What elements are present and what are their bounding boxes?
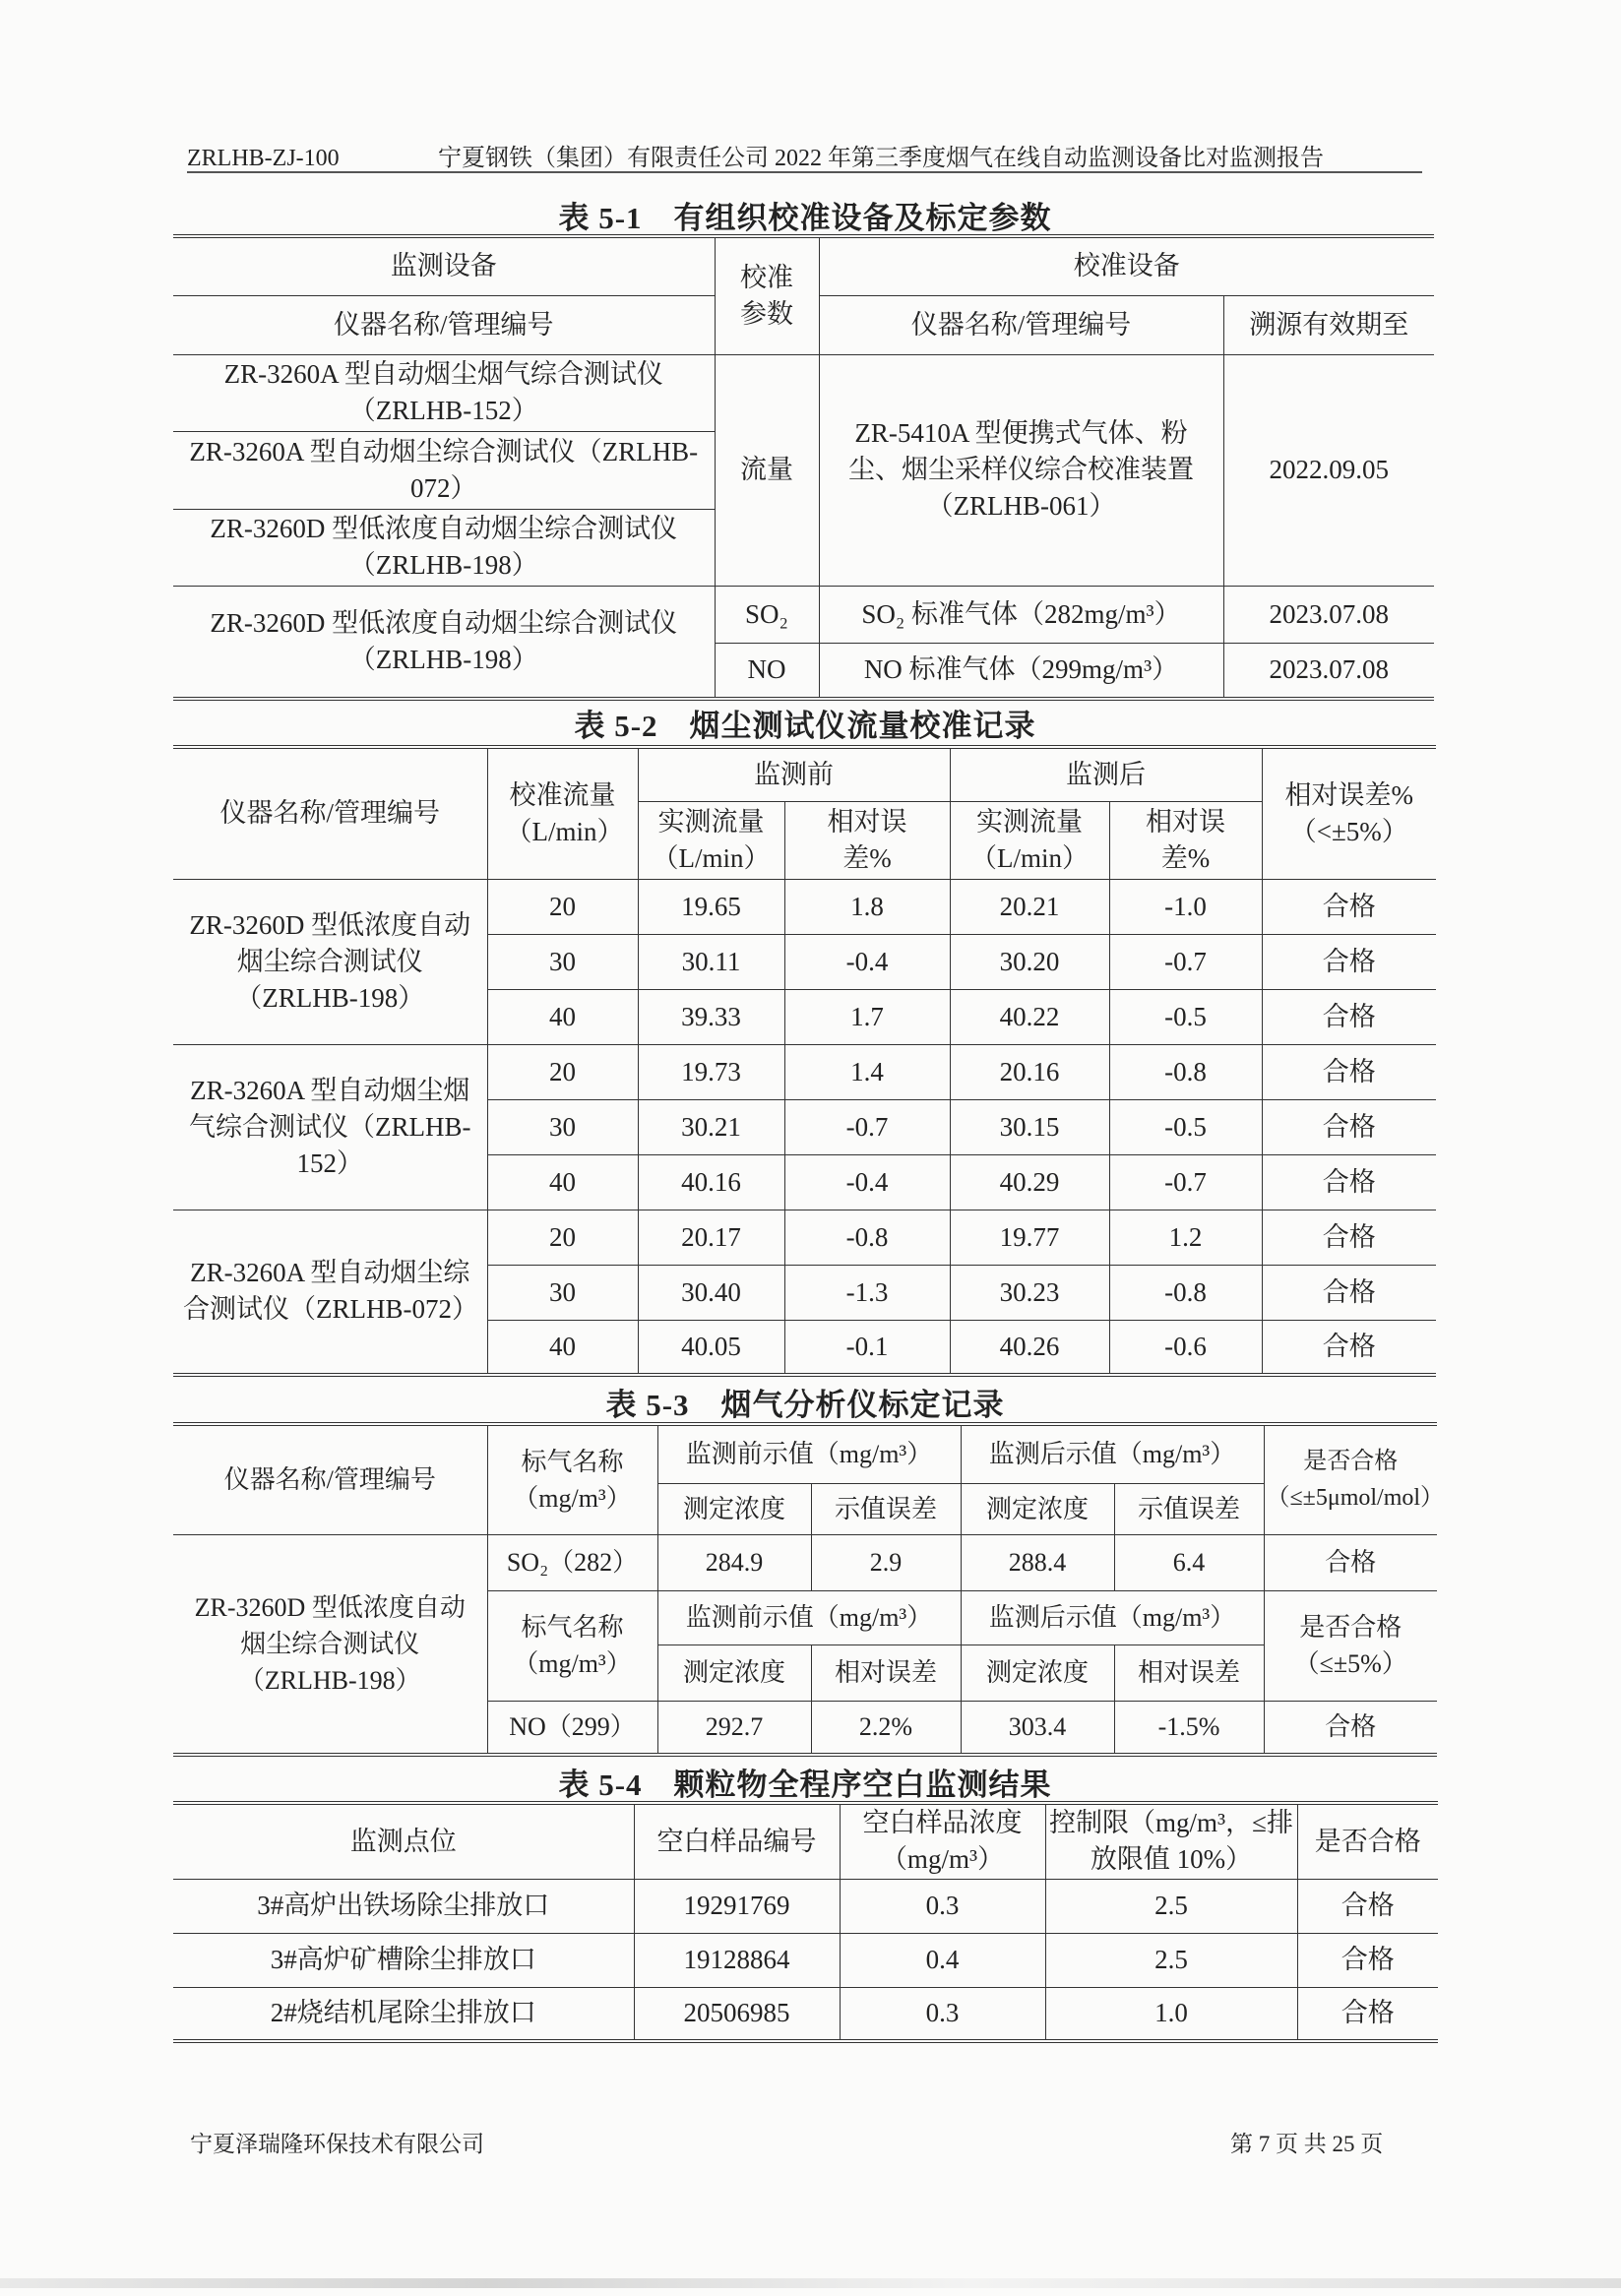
cell: SO₂ 标准气体（282mg/m³） [819, 586, 1223, 643]
header-cell: 测定浓度 [657, 1483, 811, 1534]
cell: ZR-3260D 型低浓度自动烟尘综合测试仪（ZRLHB-198） [173, 586, 715, 699]
table-row [173, 1933, 1438, 1987]
cell: 合格 [1262, 1099, 1436, 1154]
cell: -0.1 [784, 1320, 950, 1375]
cell: 流量 [715, 354, 819, 586]
header-cell: 相对误差 [1114, 1644, 1264, 1701]
cell: 2.5 [1045, 1933, 1297, 1987]
cell: 1.4 [784, 1044, 950, 1099]
header-cell: 仪器名称/管理编号 [173, 295, 715, 354]
header-cell: 校准参数 [715, 236, 819, 354]
cell: 3#高炉出铁场除尘排放口 [173, 1879, 634, 1933]
header-cell: 标气名称（mg/m³） [487, 1590, 657, 1701]
header-cell: 监测前示值（mg/m³） [657, 1590, 961, 1644]
table-row [173, 1879, 1438, 1933]
cell: 30.15 [950, 1099, 1109, 1154]
cell: 合格 [1262, 934, 1436, 989]
cell: 2023.07.08 [1223, 643, 1434, 699]
cell: 292.7 [657, 1701, 811, 1755]
header-divider [187, 171, 1422, 173]
header-cell: 溯源有效期至 [1223, 295, 1434, 354]
cell: 20.16 [950, 1044, 1109, 1099]
footer-page-number: 第 7 页 共 25 页 [1230, 2132, 1384, 2156]
cell: ZR-5410A 型便携式气体、粉尘、烟尘采样仪综合校准装置（ZRLHB-061） [819, 354, 1223, 586]
table-5-1-title: 表 5-1 有组织校准设备及标定参数 [558, 201, 1052, 235]
report-code: ZRLHB-ZJ-100 [187, 146, 340, 171]
header-cell: 仪器名称/管理编号 [173, 1424, 487, 1534]
header-cell: 仪器名称/管理编号 [173, 747, 487, 879]
header-cell: 相对误差% [784, 801, 950, 879]
cell: 40.16 [638, 1154, 784, 1210]
table-5-4-title: 表 5-4 颗粒物全程序空白监测结果 [558, 1768, 1052, 1802]
cell: ZR-3260A 型自动烟尘烟气综合测试仪（ZRLHB-152） [173, 354, 715, 431]
cell: ZR-3260D 型低浓度自动烟尘综合测试仪（ZRLHB-198） [173, 509, 715, 586]
table-row [173, 1987, 1438, 2041]
scan-artifact [0, 2278, 1621, 2288]
cell: 19.77 [950, 1210, 1109, 1265]
header-cell: 相对误差% [1109, 801, 1262, 879]
header-cell: 监测设备 [173, 236, 715, 295]
cell: NO 标准气体（299mg/m³） [819, 643, 1223, 699]
header-cell: 监测前示值（mg/m³） [657, 1424, 961, 1483]
cell: 合格 [1297, 1879, 1438, 1933]
header-cell: 示值误差 [1114, 1483, 1264, 1534]
footer-company: 宁夏泽瑞隆环保技术有限公司 [190, 2132, 484, 2156]
header-cell: 仪器名称/管理编号 [819, 295, 1223, 354]
header-cell: 监测后示值（mg/m³） [961, 1590, 1264, 1644]
header-cell: 控制限（mg/m³，≤排放限值 10%） [1045, 1803, 1297, 1879]
cell: 30.21 [638, 1099, 784, 1154]
header-cell: 校准设备 [819, 236, 1434, 295]
cell: 30.40 [638, 1265, 784, 1320]
cell: 30.23 [950, 1265, 1109, 1320]
cell: NO（299） [487, 1701, 657, 1755]
cell: ZR-3260D 型低浓度自动烟尘综合测试仪（ZRLHB-198） [173, 1534, 487, 1755]
header-cell: 空白样品编号 [634, 1803, 840, 1879]
cell: 39.33 [638, 989, 784, 1044]
cell: -0.7 [784, 1099, 950, 1154]
cell: 合格 [1264, 1534, 1437, 1590]
header-cell: 是否合格（≤±5μmol/mol） [1264, 1424, 1437, 1534]
cell: 合格 [1262, 879, 1436, 934]
cell: 合格 [1264, 1701, 1437, 1755]
cell: -0.8 [1109, 1265, 1262, 1320]
cell: 合格 [1262, 1265, 1436, 1320]
table-5-1 [173, 234, 1434, 701]
cell: 30.20 [950, 934, 1109, 989]
instrument-cell: ZR-3260D 型低浓度自动烟尘综合测试仪（ZRLHB-198） [173, 879, 487, 1044]
cell: -1.0 [1109, 879, 1262, 934]
header-cell: 实测流量（L/min） [950, 801, 1109, 879]
cell: 2.2% [811, 1701, 961, 1755]
cell: 30.11 [638, 934, 784, 989]
instrument-cell: ZR-3260A 型自动烟尘综合测试仪（ZRLHB-072） [173, 1210, 487, 1375]
header-cell: 示值误差 [811, 1483, 961, 1534]
table-row [173, 1210, 1436, 1265]
cell: 2023.07.08 [1223, 586, 1434, 643]
table-row [173, 1044, 1436, 1099]
cell: 合格 [1297, 1933, 1438, 1987]
cell: 20 [487, 1210, 638, 1265]
cell: 0.3 [840, 1879, 1045, 1933]
table-5-3 [173, 1422, 1445, 1757]
cell: SO₂（282） [487, 1534, 657, 1590]
cell: 40.29 [950, 1154, 1109, 1210]
cell: 2022.09.05 [1223, 354, 1434, 586]
cell: -0.6 [1109, 1320, 1262, 1375]
table-row [173, 879, 1436, 934]
header-cell: 空白样品浓度（mg/m³） [840, 1803, 1045, 1879]
table-5-4 [173, 1801, 1438, 2043]
table-5-2-title: 表 5-2 烟尘测试仪流量校准记录 [574, 709, 1036, 743]
cell: 19291769 [634, 1879, 840, 1933]
cell: ZR-3260A 型自动烟尘综合测试仪（ZRLHB-072） [173, 431, 715, 509]
cell: -0.5 [1109, 1099, 1262, 1154]
cell: -0.4 [784, 1154, 950, 1210]
cell: 40.22 [950, 989, 1109, 1044]
report-title: 宁夏钢铁（集团）有限责任公司 2022 年第三季度烟气在线自动监测设备比对监测报告 [438, 146, 1324, 171]
cell: -0.7 [1109, 934, 1262, 989]
cell: 30 [487, 1099, 638, 1154]
header-cell: 测定浓度 [961, 1483, 1114, 1534]
cell: 20506985 [634, 1987, 840, 2041]
cell: 合格 [1262, 989, 1436, 1044]
header-cell: 监测前 [638, 747, 950, 801]
cell: 合格 [1262, 1154, 1436, 1210]
header-cell: 测定浓度 [657, 1644, 811, 1701]
header-cell: 校准流量（L/min） [487, 747, 638, 879]
instrument-cell: ZR-3260A 型自动烟尘烟气综合测试仪（ZRLHB-152） [173, 1044, 487, 1210]
cell: 20 [487, 1044, 638, 1099]
cell: 40 [487, 1154, 638, 1210]
cell: NO [715, 643, 819, 699]
cell: 合格 [1262, 1320, 1436, 1375]
cell: 40.05 [638, 1320, 784, 1375]
header-cell: 是否合格（≤±5%） [1264, 1590, 1437, 1701]
header-cell: 实测流量（L/min） [638, 801, 784, 879]
cell: -0.7 [1109, 1154, 1262, 1210]
cell: 19.65 [638, 879, 784, 934]
cell: 40 [487, 989, 638, 1044]
cell: 合格 [1262, 1044, 1436, 1099]
header-cell: 是否合格 [1297, 1803, 1438, 1879]
header-cell: 监测后 [950, 747, 1262, 801]
cell: 2.5 [1045, 1879, 1297, 1933]
cell: 30 [487, 934, 638, 989]
cell: 288.4 [961, 1534, 1114, 1590]
cell: -1.5% [1114, 1701, 1264, 1755]
header-cell: 监测后示值（mg/m³） [961, 1424, 1264, 1483]
header-cell: 相对误差 [811, 1644, 961, 1701]
cell: -0.5 [1109, 989, 1262, 1044]
cell: 20 [487, 879, 638, 934]
header-cell: 监测点位 [173, 1803, 634, 1879]
cell: SO₂ [715, 586, 819, 643]
header-cell: 相对误差%（<±5%） [1262, 747, 1436, 879]
cell: 0.3 [840, 1987, 1045, 2041]
cell: 20.21 [950, 879, 1109, 934]
cell: 1.0 [1045, 1987, 1297, 2041]
cell: 284.9 [657, 1534, 811, 1590]
cell: 40.26 [950, 1320, 1109, 1375]
cell: -1.3 [784, 1265, 950, 1320]
cell: 19128864 [634, 1933, 840, 1987]
cell: 19.73 [638, 1044, 784, 1099]
cell: 合格 [1262, 1210, 1436, 1265]
header-cell: 标气名称（mg/m³） [487, 1424, 657, 1534]
cell: 1.2 [1109, 1210, 1262, 1265]
cell: -0.4 [784, 934, 950, 989]
table-5-3-title: 表 5-3 烟气分析仪标定记录 [605, 1388, 1005, 1422]
cell: 2#烧结机尾除尘排放口 [173, 1987, 634, 2041]
cell: 2.9 [811, 1534, 961, 1590]
cell: 6.4 [1114, 1534, 1264, 1590]
cell: 合格 [1297, 1987, 1438, 2041]
cell: 3#高炉矿槽除尘排放口 [173, 1933, 634, 1987]
header-cell: 测定浓度 [961, 1644, 1114, 1701]
cell: 1.8 [784, 879, 950, 934]
cell: 303.4 [961, 1701, 1114, 1755]
page-header [187, 138, 1422, 172]
cell: 30 [487, 1265, 638, 1320]
cell: 20.17 [638, 1210, 784, 1265]
cell: 40 [487, 1320, 638, 1375]
table-5-2 [173, 745, 1436, 1377]
cell: 1.7 [784, 989, 950, 1044]
cell: -0.8 [784, 1210, 950, 1265]
cell: 0.4 [840, 1933, 1045, 1987]
cell: -0.8 [1109, 1044, 1262, 1099]
